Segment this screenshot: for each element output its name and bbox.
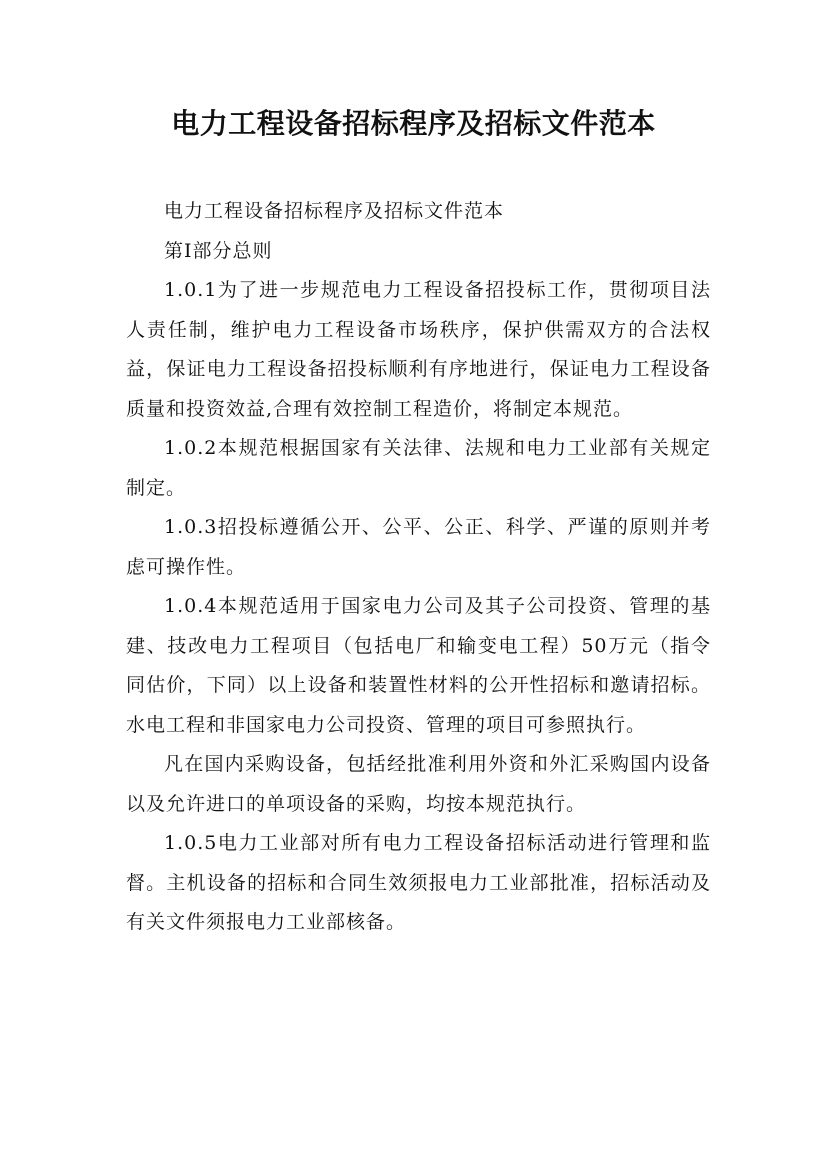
paragraph-1-0-4: 1.0.4本规范适用于国家电力公司及其子公司投资、管理的基建、技改电力工程项目（包括电厂和输变电工程）50万元（指令同估价，下同）以上设备和装置性材料的公开性招标和邀请招标。水电工程和非国家电力公司投资、管理的项目可参照执行。 — [126, 595, 711, 736]
paragraph-1-0-1: 1.0.1为了进一步规范电力工程设备招投标工作，贯彻项目法人责任制，维护电力工程设备市场秩序，保护供需双方的合法权益，保证电力工程设备招投标顺利有序地进行，保证电力工程设备质量和投资效益,合理有效控制工程造价，将制定本规范。 — [126, 279, 711, 420]
paragraph-1-0-3: 1.0.3招投标遵循公开、公平、公正、科学、严谨的原则并考虑可操作性。 — [126, 516, 711, 578]
document-title: 电力工程设备招标程序及招标文件范本 — [171, 107, 656, 140]
document-body — [126, 192, 711, 943]
paragraph-section-heading: 第Ⅰ部分总则 — [164, 239, 273, 262]
paragraph-domestic-procurement: 凡在国内采购设备，包括经批准利用外资和外汇采购国内设备以及允许进口的单项设备的采购，均按本规范执行。 — [126, 753, 711, 815]
paragraph-1-0-2: 1.0.2本规范根据国家有关法律、法规和电力工业部有关规定制定。 — [126, 437, 711, 499]
paragraph-subtitle: 电力工程设备招标程序及招标文件范本 — [164, 200, 505, 222]
paragraph-1-0-5: 1.0.5电力工业部对所有电力工程设备招标活动进行管理和监督。主机设备的招标和合同生效须报电力工业部批准，招标活动及有关文件须报电力工业部核备。 — [126, 832, 711, 933]
